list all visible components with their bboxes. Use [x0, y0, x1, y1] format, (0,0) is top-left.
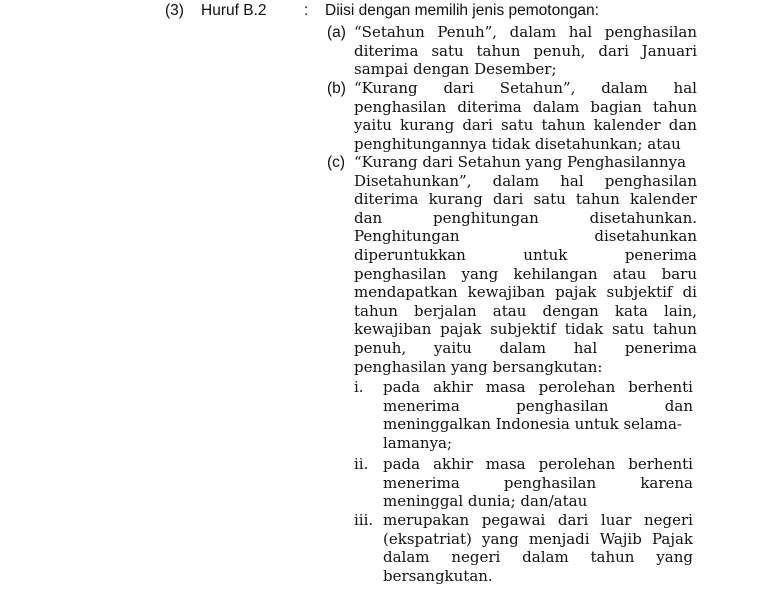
sub-item-text-line: meninggalkan Indonesia untuk selama- — [383, 415, 683, 433]
word: dari — [492, 190, 524, 208]
word: dari — [557, 511, 589, 529]
option-text-line — [354, 265, 697, 284]
word: atau — [612, 265, 647, 283]
option-text-line — [354, 246, 697, 265]
word: Pajak — [651, 530, 693, 548]
word: dalam — [492, 172, 540, 190]
option-text-line — [354, 42, 697, 61]
word: yang — [656, 548, 693, 566]
sub-item-text-line — [383, 378, 693, 397]
option-text-line — [354, 190, 697, 209]
word: berhenti — [628, 378, 693, 396]
word: pajak — [440, 320, 482, 338]
word: masa — [485, 378, 526, 396]
word: satu — [611, 320, 645, 338]
word: hal — [568, 23, 593, 41]
word: penghasilan — [604, 23, 697, 41]
word: penghitungan — [433, 209, 539, 227]
word: disetahunkan — [594, 227, 697, 245]
sub-item-label: i. — [354, 378, 364, 396]
word: tahun — [476, 42, 521, 60]
option-text-line — [354, 283, 697, 302]
sub-item-text-line — [383, 455, 693, 474]
word: pada — [383, 455, 421, 473]
word: negeri — [451, 548, 501, 566]
option-label: (b) — [327, 80, 346, 97]
word: Disetahunkan”, — [354, 172, 472, 190]
word: dan — [664, 397, 693, 415]
word: penghasilan — [503, 474, 597, 492]
word: dalam — [383, 548, 430, 566]
option-text-line: “Kurang dari Setahun yang Penghasilannya — [354, 153, 687, 171]
word: dalam — [509, 23, 557, 41]
word: tahun — [575, 190, 620, 208]
word: penuh, — [533, 42, 586, 60]
word: penghasilan — [354, 265, 447, 283]
word: tidak — [564, 320, 604, 338]
option-text-line — [354, 302, 697, 321]
word: tahun — [354, 302, 398, 320]
word: menjadi — [528, 530, 590, 548]
word: dalam — [522, 548, 569, 566]
word: dari — [462, 116, 493, 134]
word: yang — [461, 265, 499, 283]
word: kehilangan — [513, 265, 598, 283]
sub-item-label: ii. — [354, 455, 369, 473]
word: menerima — [383, 474, 460, 492]
sub-item-text-line: meninggal dunia; dan/atau — [383, 492, 588, 510]
sub-item-text-line — [383, 530, 693, 549]
sub-item-text-line — [383, 548, 693, 567]
intro-text: Diisi dengan memilih jenis pemotongan: — [325, 2, 599, 19]
word: kata — [614, 302, 648, 320]
word: akhir — [433, 378, 473, 396]
word: perolehan — [538, 378, 616, 396]
word: pada — [383, 378, 421, 396]
word: (ekspatriat) — [383, 530, 472, 548]
word: dan — [668, 116, 697, 134]
word: tahun — [653, 320, 697, 338]
word: tahun — [541, 116, 586, 134]
option-text-line — [354, 209, 697, 228]
option-text-line: penghitungannya tidak disetahunkan; atau — [354, 135, 681, 153]
word: luar — [600, 511, 632, 529]
word: diterima — [457, 98, 522, 116]
word: hal — [560, 172, 584, 190]
option-text-line — [354, 79, 697, 98]
sub-item-label: iii. — [354, 511, 374, 529]
word: diterima — [354, 42, 419, 60]
word: negeri — [644, 511, 693, 529]
word: dari — [598, 42, 629, 60]
word: diperuntukkan — [354, 246, 466, 264]
word: kalender — [629, 190, 697, 208]
word: disetahunkan. — [589, 209, 697, 227]
option-text-line — [354, 116, 697, 135]
word: kurang — [400, 116, 455, 134]
word: di — [682, 283, 697, 301]
word: kalender — [593, 116, 661, 134]
word: hal — [573, 339, 598, 357]
option-text-line — [354, 339, 697, 358]
word: perolehan — [538, 455, 616, 473]
colon-separator: : — [304, 2, 309, 19]
word: hal — [673, 79, 697, 97]
option-text-line — [354, 172, 697, 191]
word: kewajiban — [467, 283, 546, 301]
option-text-line: penghasilan yang bersangkutan: — [354, 358, 603, 376]
word: kewajiban — [354, 320, 432, 338]
option-text-line — [354, 227, 697, 246]
word: satu — [500, 116, 534, 134]
word: Januari — [641, 42, 697, 60]
word: Wajib — [599, 530, 642, 548]
sub-item-text-line: lamanya; — [383, 434, 453, 452]
word: subjektif — [606, 283, 673, 301]
option-text-line: sampai dengan Desember; — [354, 60, 557, 78]
word: dalam — [499, 339, 547, 357]
word: dari — [443, 79, 474, 97]
sub-item-text-line — [383, 397, 693, 416]
option-text-line — [354, 320, 697, 339]
word: penghasilan — [516, 397, 609, 415]
word: Setahun”, — [499, 79, 576, 97]
word: pajak — [555, 283, 597, 301]
word: lain, — [664, 302, 697, 320]
word: merupakan — [383, 511, 470, 529]
word: masa — [485, 455, 526, 473]
word: dalam — [532, 98, 580, 116]
word: berjalan — [414, 302, 477, 320]
word: dan — [354, 209, 383, 227]
sub-item-text-line: bersangkutan. — [383, 567, 493, 585]
word: Penghitungan — [354, 227, 460, 245]
word: mendapatkan — [354, 283, 458, 301]
word: subjektif — [490, 320, 557, 338]
word: untuk — [523, 246, 568, 264]
word: menerima — [383, 397, 460, 415]
word: penghasilan — [604, 172, 697, 190]
word: Penuh”, — [437, 23, 498, 41]
field-name: Huruf B.2 — [201, 2, 267, 19]
word: diterima — [354, 190, 419, 208]
word: berhenti — [628, 455, 693, 473]
word: penuh, — [354, 339, 407, 357]
word: “Setahun — [354, 23, 425, 41]
sub-item-text-line — [383, 511, 693, 530]
option-label: (a) — [327, 24, 346, 41]
word: penghasilan — [354, 98, 447, 116]
word: penerima — [624, 339, 697, 357]
word: “Kurang — [354, 79, 418, 97]
word: bagian — [590, 98, 642, 116]
option-text-line — [354, 98, 697, 117]
word: tahun — [590, 548, 635, 566]
word: yaitu — [433, 339, 472, 357]
word: atau — [492, 302, 527, 320]
row-number: (3) — [165, 2, 184, 19]
word: baru — [661, 265, 697, 283]
word: kurang — [428, 190, 483, 208]
word: yaitu — [354, 116, 392, 134]
sub-item-text-line — [383, 474, 693, 493]
word: karena — [640, 474, 693, 492]
word: satu — [431, 42, 464, 60]
option-text-line — [354, 23, 697, 42]
option-label: (c) — [327, 154, 346, 171]
word: penerima — [624, 246, 697, 264]
word: akhir — [433, 455, 473, 473]
word: dengan — [542, 302, 599, 320]
word: pegawai — [481, 511, 546, 529]
word: dalam — [601, 79, 648, 97]
word: satu — [533, 190, 566, 208]
word: yang — [482, 530, 519, 548]
word: tahun — [653, 98, 697, 116]
